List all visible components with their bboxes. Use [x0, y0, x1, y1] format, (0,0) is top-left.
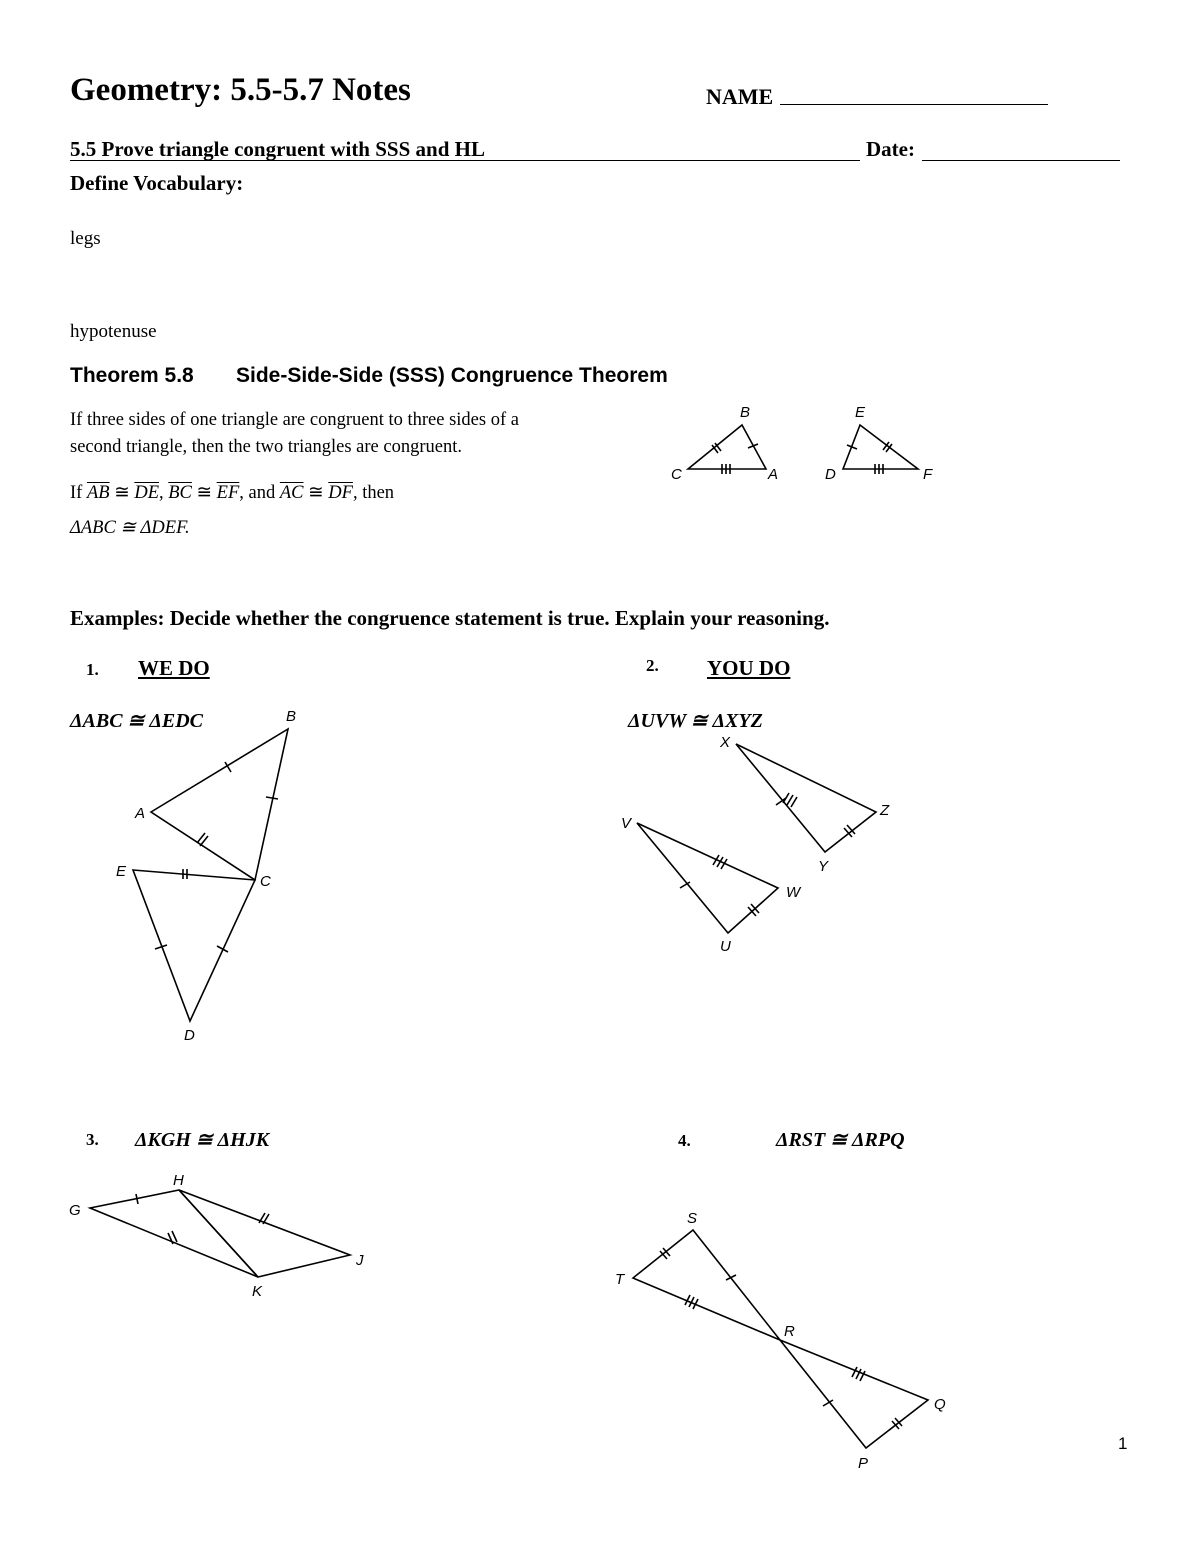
vertex-label-j: J — [356, 1252, 364, 1269]
theorem-conclusion: ΔABC ≅ ΔDEF. — [70, 518, 190, 538]
vertex-label-u: U — [720, 938, 731, 955]
vertex-label-d: D — [184, 1027, 195, 1044]
section-heading: 5.5 Prove triangle congruent with SSS and HL — [70, 137, 485, 161]
theorem-number: Theorem 5.8 — [70, 364, 194, 387]
date-label: Date: — [866, 137, 915, 161]
section-rule — [70, 160, 860, 161]
vertex-label-q: Q — [934, 1396, 946, 1413]
tick-mark — [168, 1233, 173, 1244]
vocab-term-legs: legs — [70, 228, 101, 249]
congruent-symbol: ≅ — [196, 483, 213, 503]
theorem-line-2: second triangle, then the two triangles are congruent. — [70, 437, 462, 457]
vertex-label-b: B — [286, 708, 297, 725]
segment-ac: $\overline{AC}$ — [279, 483, 304, 503]
example-2-tag: YOU DO — [707, 656, 791, 680]
vertex-label-d: D — [825, 466, 836, 483]
tick-mark — [787, 795, 793, 805]
tick-mark — [172, 1231, 177, 1242]
triangle-hjk — [179, 1190, 350, 1277]
example-2-figure — [610, 725, 910, 965]
example-2-number: 2. — [646, 656, 659, 675]
theorem-name: Side-Side-Side (SSS) Congruence Theorem — [236, 364, 668, 387]
name-label: NAME — [706, 84, 774, 109]
vertex-label-g: G — [69, 1202, 81, 1219]
example-4-number: 4. — [678, 1131, 691, 1150]
vertex-label-a: A — [135, 805, 146, 822]
triangle-vwu — [637, 823, 778, 933]
segment-de: $\overline{DE}$ — [134, 483, 159, 503]
example-3-figure — [60, 1165, 380, 1305]
segment-ab: $\overline{AB}$ — [86, 483, 110, 503]
vertex-label-f: F — [923, 466, 933, 483]
comma: , — [352, 483, 358, 503]
example-2-statement: ΔUVW ≅ ΔXYZ — [628, 710, 763, 732]
example-3-number: 3. — [86, 1130, 99, 1149]
congruent-symbol: ≅ — [308, 483, 324, 503]
triangle-abc — [151, 729, 288, 880]
example-1-number: 1. — [86, 660, 99, 679]
tick-mark — [136, 1194, 138, 1204]
page-number: 1 — [1118, 1434, 1128, 1453]
vertex-label-s: S — [687, 1210, 698, 1227]
vertex-label-x: X — [720, 734, 731, 751]
vertex-label-w: W — [786, 884, 801, 901]
then-word: then — [362, 483, 395, 503]
example-1-tag: WE DO — [138, 656, 210, 680]
vocabulary-heading: Define Vocabulary: — [70, 171, 244, 195]
date-field[interactable] — [922, 160, 1120, 161]
vertex-label-p: P — [858, 1455, 869, 1472]
page-title: Geometry: 5.5-5.7 Notes — [70, 72, 411, 108]
and-word: , and — [239, 483, 276, 503]
vertex-label-r: R — [784, 1323, 795, 1340]
vertex-label-a: A — [768, 466, 779, 483]
vertex-label-c: C — [260, 873, 271, 890]
examples-heading: Examples: Decide whether the congruence statement is true. Explain your reasoning. — [70, 606, 830, 630]
segment-df: $\overline{DF}$ — [328, 483, 353, 503]
comma: , — [159, 483, 164, 503]
vertex-label-z: Z — [880, 802, 890, 819]
vertex-label-t: T — [615, 1271, 625, 1288]
triangle-def — [843, 425, 918, 469]
tick-mark — [852, 1367, 857, 1377]
example-1-statement: ΔABC ≅ ΔEDC — [70, 710, 203, 732]
triangle-edc — [133, 870, 255, 1021]
segment-bc: $\overline{BC}$ — [168, 483, 192, 503]
vertex-label-h: H — [173, 1172, 184, 1189]
tick-mark — [266, 797, 278, 799]
triangle-abc — [688, 425, 766, 469]
name-field[interactable] — [780, 104, 1048, 105]
theorem-title — [70, 364, 668, 388]
example-3-statement: ΔKGH ≅ ΔHJK — [135, 1129, 270, 1151]
triangle-rst — [633, 1230, 780, 1340]
theorem-condition — [70, 482, 394, 504]
if-word: If — [70, 483, 83, 503]
vertex-label-y: Y — [818, 858, 829, 875]
tick-mark — [791, 797, 797, 807]
triangle-xyz — [736, 744, 876, 852]
vertex-label-v: V — [621, 815, 632, 832]
theorem-figure — [660, 398, 950, 490]
vertex-label-k: K — [252, 1283, 263, 1300]
segment-ef: $\overline{EF}$ — [216, 483, 240, 503]
congruent-symbol: ≅ — [114, 483, 130, 503]
vocab-term-hypotenuse: hypotenuse — [70, 321, 157, 342]
example-1-figure — [100, 700, 320, 1050]
vertex-label-e: E — [855, 404, 866, 421]
vertex-label-c: C — [671, 466, 682, 483]
vertex-label-e: E — [116, 863, 127, 880]
example-4-statement: ΔRST ≅ ΔRPQ — [776, 1129, 905, 1151]
vertex-label-b: B — [740, 404, 751, 421]
theorem-line-1: If three sides of one triangle are congruent to three sides of a — [70, 410, 519, 430]
theorem-statement — [70, 407, 519, 461]
example-4-figure — [600, 1200, 960, 1480]
triangle-rpq — [780, 1340, 928, 1448]
